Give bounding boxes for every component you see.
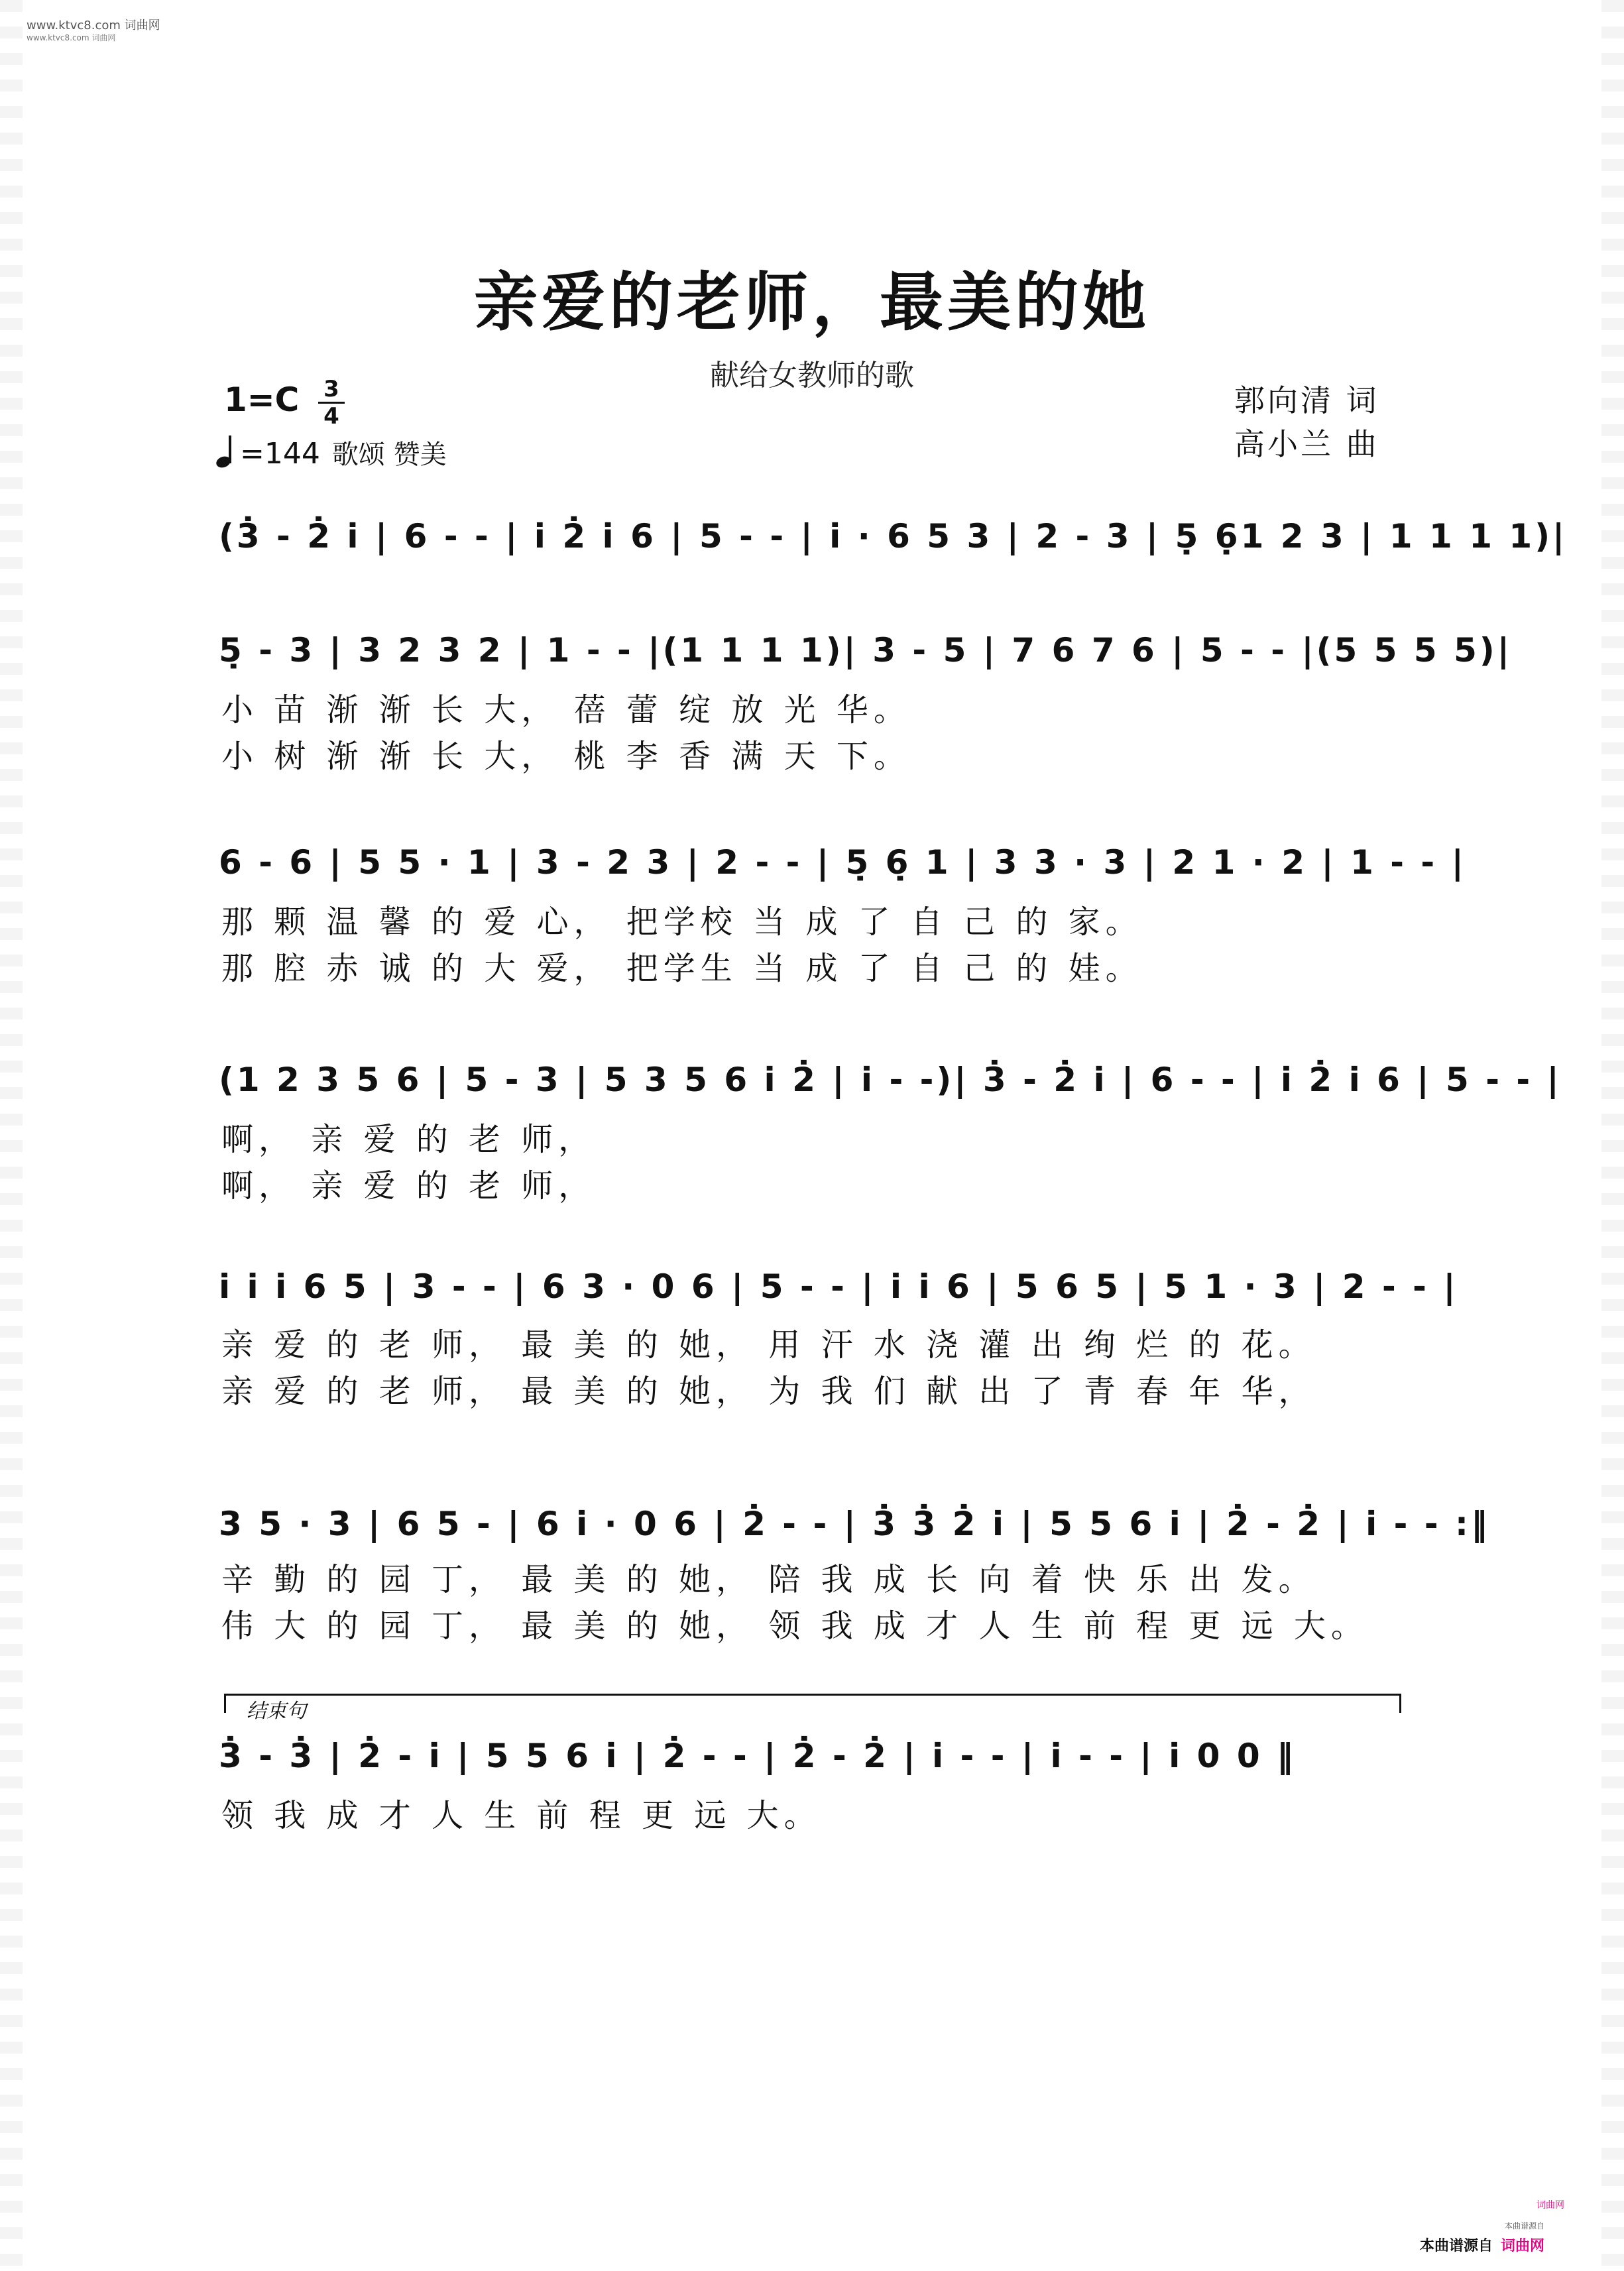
score-line-2-lyric-verse-2: 小 树 渐 渐 长 大， 桃 李 香 满 天 下。 (221, 738, 911, 775)
tempo-marking (216, 434, 447, 471)
mood-marking: 歌颂 赞美 (331, 439, 447, 470)
coda-bracket (224, 1694, 1401, 1713)
footer-brand: 词曲网 (1500, 2238, 1544, 2254)
score-line-3-lyric-verse-1: 那 颗 温 馨 的 爱 心， 把学校 当 成 了 自 己 的 家。 (221, 903, 1143, 941)
score-line-6-lyric-verse-1: 辛 勤 的 园 丁， 最 美 的 她， 陪 我 成 长 向 着 快 乐 出 发。 (221, 1561, 1316, 1598)
lyricist-credit: 郭向清 词 (1234, 382, 1379, 418)
score-line-1-notes: (3̇ - 2̇ i̇ | 6 - - | i̇ 2̇ i̇ 6 | 5 - - | i̇ · 6 5 3 | 2 - 3 | 5̣ 6̣1 2 3 | 1 1 1 1)| (219, 517, 1568, 555)
score-line-3-lyric-verse-2: 那 腔 赤 诚 的 大 爱， 把学生 当 成 了 自 己 的 娃。 (221, 950, 1143, 987)
footer-source (1420, 2235, 1544, 2255)
footer-source-text: 本曲谱源自 (1419, 2238, 1493, 2254)
score-line-3-notes: 6 - 6 | 5 5 · 1 | 3 - 2 3 | 2 - - | 5̣ 6̣ 1 | 3 3 · 3 | 2 1 · 2 | 1 - - | (219, 843, 1466, 882)
coda-notes: 3̇ - 3̇ | 2̇ - i̇ | 5 5 6 i̇ | 2̇ - - | 2̇ - 2̇ | i̇ - - | i̇ - - | i̇ 0 0 ‖ (219, 1737, 1297, 1775)
song-subtitle: 献给女教师的歌 (710, 359, 914, 392)
time-signature-bottom: 4 (323, 403, 339, 430)
score-line-4-notes: (1 2 3 5 6 | 5 - 3 | 5 3 5 6 i̇ 2̇ | i̇ - -)| 3̇ - 2̇ i̇ | 6 - - | i̇ 2̇ i̇ 6 | 5 - - | (219, 1061, 1562, 1099)
time-signature-top: 3 (323, 376, 339, 402)
key-signature: 1=C (224, 380, 300, 419)
score-line-6-lyric-verse-2: 伟 大 的 园 丁， 最 美 的 她， 领 我 成 才 人 生 前 程 更 远 大。 (221, 1607, 1368, 1645)
score-line-5-lyric-verse-2: 亲 爱 的 老 师， 最 美 的 她， 为 我 们 献 出 了 青 春 年 华， (221, 1373, 1316, 1410)
score-line-6-notes: 3 5 · 3 | 6 5 - | 6 i̇ · 0 6 | 2̇ - - | 3̇ 3̇ 2̇ i̇ | 5 5 6 i̇ | 2̇ - 2̇ | i̇ - - :‖ (219, 1505, 1490, 1543)
score-line-2-lyric-verse-1: 小 苗 渐 渐 长 大， 蓓 蕾 绽 放 光 华。 (221, 691, 911, 728)
footer-note-small: 本曲谱源自 (1504, 2221, 1544, 2231)
song-title: 亲爱的老师，最美的她 (474, 264, 1150, 339)
score-line-4-lyric-verse-2: 啊， 亲 爱 的 老 师， (221, 1167, 596, 1204)
coda-lyric: 领 我 成 才 人 生 前 程 更 远 大。 (221, 1797, 821, 1834)
score-line-5-lyric-verse-1: 亲 爱 的 老 师， 最 美 的 她， 用 汗 水 浇 灌 出 绚 烂 的 花。 (221, 1326, 1316, 1364)
footer-logo-small: 词曲网 (1537, 2200, 1564, 2211)
score-line-4-lyric-verse-1: 啊， 亲 爱 的 老 师， (221, 1121, 596, 1158)
site-watermark-small: www.ktvc8.com 词曲网 (27, 33, 116, 42)
score-line-2-notes: 5̣ - 3 | 3 2 3 2 | 1 - - |(1 1 1 1)| 3 - 5 | 7 6 7 6 | 5 - - |(5 5 5 5)| (219, 631, 1513, 670)
score-line-5-notes: i̇ i̇ i̇ 6 5 | 3 - - | 6 3 · 0 6 | 5 - - | i̇ i̇ 6 | 5 6 5 | 5 1 · 3 | 2 - - | (219, 1267, 1458, 1306)
quarter-note-icon (216, 437, 233, 467)
tempo-value: =144 (240, 437, 320, 471)
site-watermark: www.ktvc8.com 词曲网 (27, 19, 160, 32)
time-signature (318, 378, 345, 428)
coda-label: 结束句 (247, 1700, 306, 1723)
composer-credit: 高小兰 曲 (1234, 426, 1379, 462)
